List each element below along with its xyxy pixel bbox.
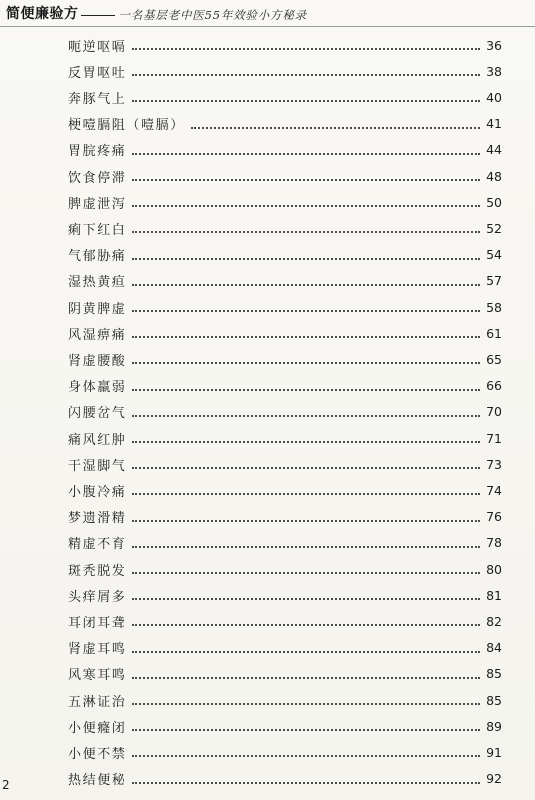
toc-entry-title: 呃逆呕嗝	[68, 39, 127, 55]
toc-entry-page: 92	[486, 771, 502, 787]
toc-dot-leader	[132, 546, 480, 548]
header-rule	[0, 26, 535, 27]
toc-entry	[68, 88, 502, 106]
toc-dot-leader	[132, 100, 480, 102]
toc-entry-page: 82	[486, 613, 502, 629]
toc-dot-leader	[132, 415, 480, 417]
toc-entry-page: 81	[486, 587, 502, 603]
toc-entry-title: 小便癃闭	[68, 720, 127, 736]
toc-entry-title: 反胃呕吐	[68, 65, 127, 81]
toc-entry-title: 斑秃脱发	[68, 563, 127, 579]
toc-entry-page: 40	[486, 89, 502, 105]
toc-entry-title: 风湿痹痛	[68, 327, 127, 343]
toc-dot-leader	[132, 179, 480, 181]
toc-entry-page: 52	[486, 220, 502, 236]
toc-entry-page: 44	[486, 142, 502, 158]
toc-entry	[68, 193, 502, 211]
toc-entry	[68, 534, 502, 552]
toc-dot-leader	[132, 310, 480, 312]
toc-dot-leader	[132, 598, 480, 600]
toc-entry-page: 38	[486, 63, 502, 79]
toc-dot-leader	[132, 624, 480, 626]
toc-entry-title: 头痒屑多	[68, 589, 127, 605]
toc-dot-leader	[132, 572, 480, 574]
toc-dot-leader	[132, 782, 480, 784]
toc-dot-leader	[132, 729, 480, 731]
toc-entry-title: 肾虚耳鸣	[68, 642, 127, 658]
toc-entry	[68, 219, 502, 237]
toc-dot-leader	[132, 677, 480, 679]
toc-dot-leader	[132, 441, 480, 443]
toc-entry	[68, 377, 502, 395]
toc-dot-leader	[132, 231, 480, 233]
toc-entry	[68, 586, 502, 604]
toc-dot-leader	[132, 284, 480, 286]
toc-entry-title: 气郁胁痛	[68, 249, 127, 265]
toc-entry	[68, 298, 502, 316]
toc-entry	[68, 62, 502, 80]
toc-dot-leader	[132, 651, 480, 653]
toc-dot-leader	[132, 362, 480, 364]
toc-entry-page: 70	[486, 404, 502, 420]
toc-dot-leader	[132, 153, 480, 155]
toc-dot-leader	[132, 703, 480, 705]
toc-entry-title: 阴黄脾虚	[68, 301, 127, 317]
toc-dot-leader	[132, 520, 480, 522]
toc-entry-title: 胃脘疼痛	[68, 144, 127, 160]
toc-entry-page: 84	[486, 640, 502, 656]
toc-entry-page: 89	[486, 718, 502, 734]
toc-entry-page: 57	[486, 273, 502, 289]
toc-dot-leader	[132, 336, 480, 338]
toc-entry-title: 风寒耳鸣	[68, 668, 127, 684]
toc-entry-page: 74	[486, 482, 502, 498]
toc-entry	[68, 691, 502, 709]
toc-entry-page: 41	[486, 116, 502, 132]
toc-entry-page: 36	[486, 37, 502, 53]
toc-entry	[68, 246, 502, 264]
toc-dot-leader	[132, 389, 480, 391]
toc-entry	[68, 36, 502, 54]
book-subtitle: 一名基层老中医55年效验小方秘录	[118, 8, 307, 22]
toc-entry-title: 小腹冷痛	[68, 484, 127, 500]
toc-entry-title: 精虚不育	[68, 537, 127, 553]
toc-entry-title: 痛风红肿	[68, 432, 127, 448]
header-dash	[81, 15, 115, 16]
toc-entry-page: 78	[486, 535, 502, 551]
toc-entry	[68, 717, 502, 735]
toc-entry-title: 奔豚气上	[68, 91, 127, 107]
toc-entry	[68, 272, 502, 290]
toc-entry	[68, 481, 502, 499]
toc-entry-title: 热结便秘	[68, 773, 127, 789]
toc-entry	[68, 455, 502, 473]
toc-entry	[68, 141, 502, 159]
toc-entry	[68, 350, 502, 368]
toc-entry-page: 71	[486, 430, 502, 446]
toc-entry-page: 85	[486, 692, 502, 708]
toc-entry-title: 身体羸弱	[68, 380, 127, 396]
toc-dot-leader	[132, 493, 480, 495]
toc-entry	[68, 403, 502, 421]
toc-entry-page: 50	[486, 194, 502, 210]
running-header	[6, 3, 526, 23]
toc-entry-title: 五淋证治	[68, 694, 127, 710]
toc-dot-leader	[132, 755, 480, 757]
toc-entry	[68, 429, 502, 447]
toc-entry-page: 48	[486, 168, 502, 184]
toc-entry-title: 闪腰岔气	[68, 406, 127, 422]
toc-entry-title: 小便不禁	[68, 746, 127, 762]
toc-entry-title: 干湿脚气	[68, 458, 127, 474]
toc-dot-leader	[132, 467, 480, 469]
toc-entry-page: 73	[486, 456, 502, 472]
toc-entry-title: 痢下红白	[68, 222, 127, 238]
toc-entry-title: 肾虚腰酸	[68, 353, 127, 369]
toc-entry-page: 54	[486, 247, 502, 263]
toc-entry-page: 61	[486, 325, 502, 341]
toc-entry-title: 饮食停滞	[68, 170, 127, 186]
toc-entry	[68, 167, 502, 185]
toc-entry-page: 66	[486, 378, 502, 394]
toc-entry	[68, 560, 502, 578]
toc-entry-page: 58	[486, 299, 502, 315]
toc-dot-leader	[191, 127, 480, 129]
toc-entry	[68, 508, 502, 526]
page-number: 2	[2, 778, 10, 792]
toc-entry	[68, 115, 502, 133]
toc-entry	[68, 612, 502, 630]
toc-entry-title: 梗噎膈阻（噎膈）	[68, 118, 185, 134]
toc-entry-title: 耳闭耳聋	[68, 615, 127, 631]
toc-entry-page: 80	[486, 561, 502, 577]
toc-entry-page: 76	[486, 509, 502, 525]
toc-entry	[68, 639, 502, 657]
toc-entry	[68, 743, 502, 761]
toc-entry-page: 65	[486, 351, 502, 367]
toc-entry-page: 85	[486, 666, 502, 682]
toc-entry	[68, 665, 502, 683]
toc-entry	[68, 770, 502, 788]
toc-dot-leader	[132, 74, 480, 76]
book-title: 简便廉验方	[6, 6, 79, 22]
toc-dot-leader	[132, 205, 480, 207]
toc-entry-title: 梦遗滑精	[68, 511, 127, 527]
toc-dot-leader	[132, 48, 480, 50]
toc-entry-page: 91	[486, 744, 502, 760]
toc-entry	[68, 324, 502, 342]
toc-entry-title: 脾虚泄泻	[68, 196, 127, 212]
toc-entry-title: 湿热黄疸	[68, 275, 127, 291]
toc-dot-leader	[132, 258, 480, 260]
